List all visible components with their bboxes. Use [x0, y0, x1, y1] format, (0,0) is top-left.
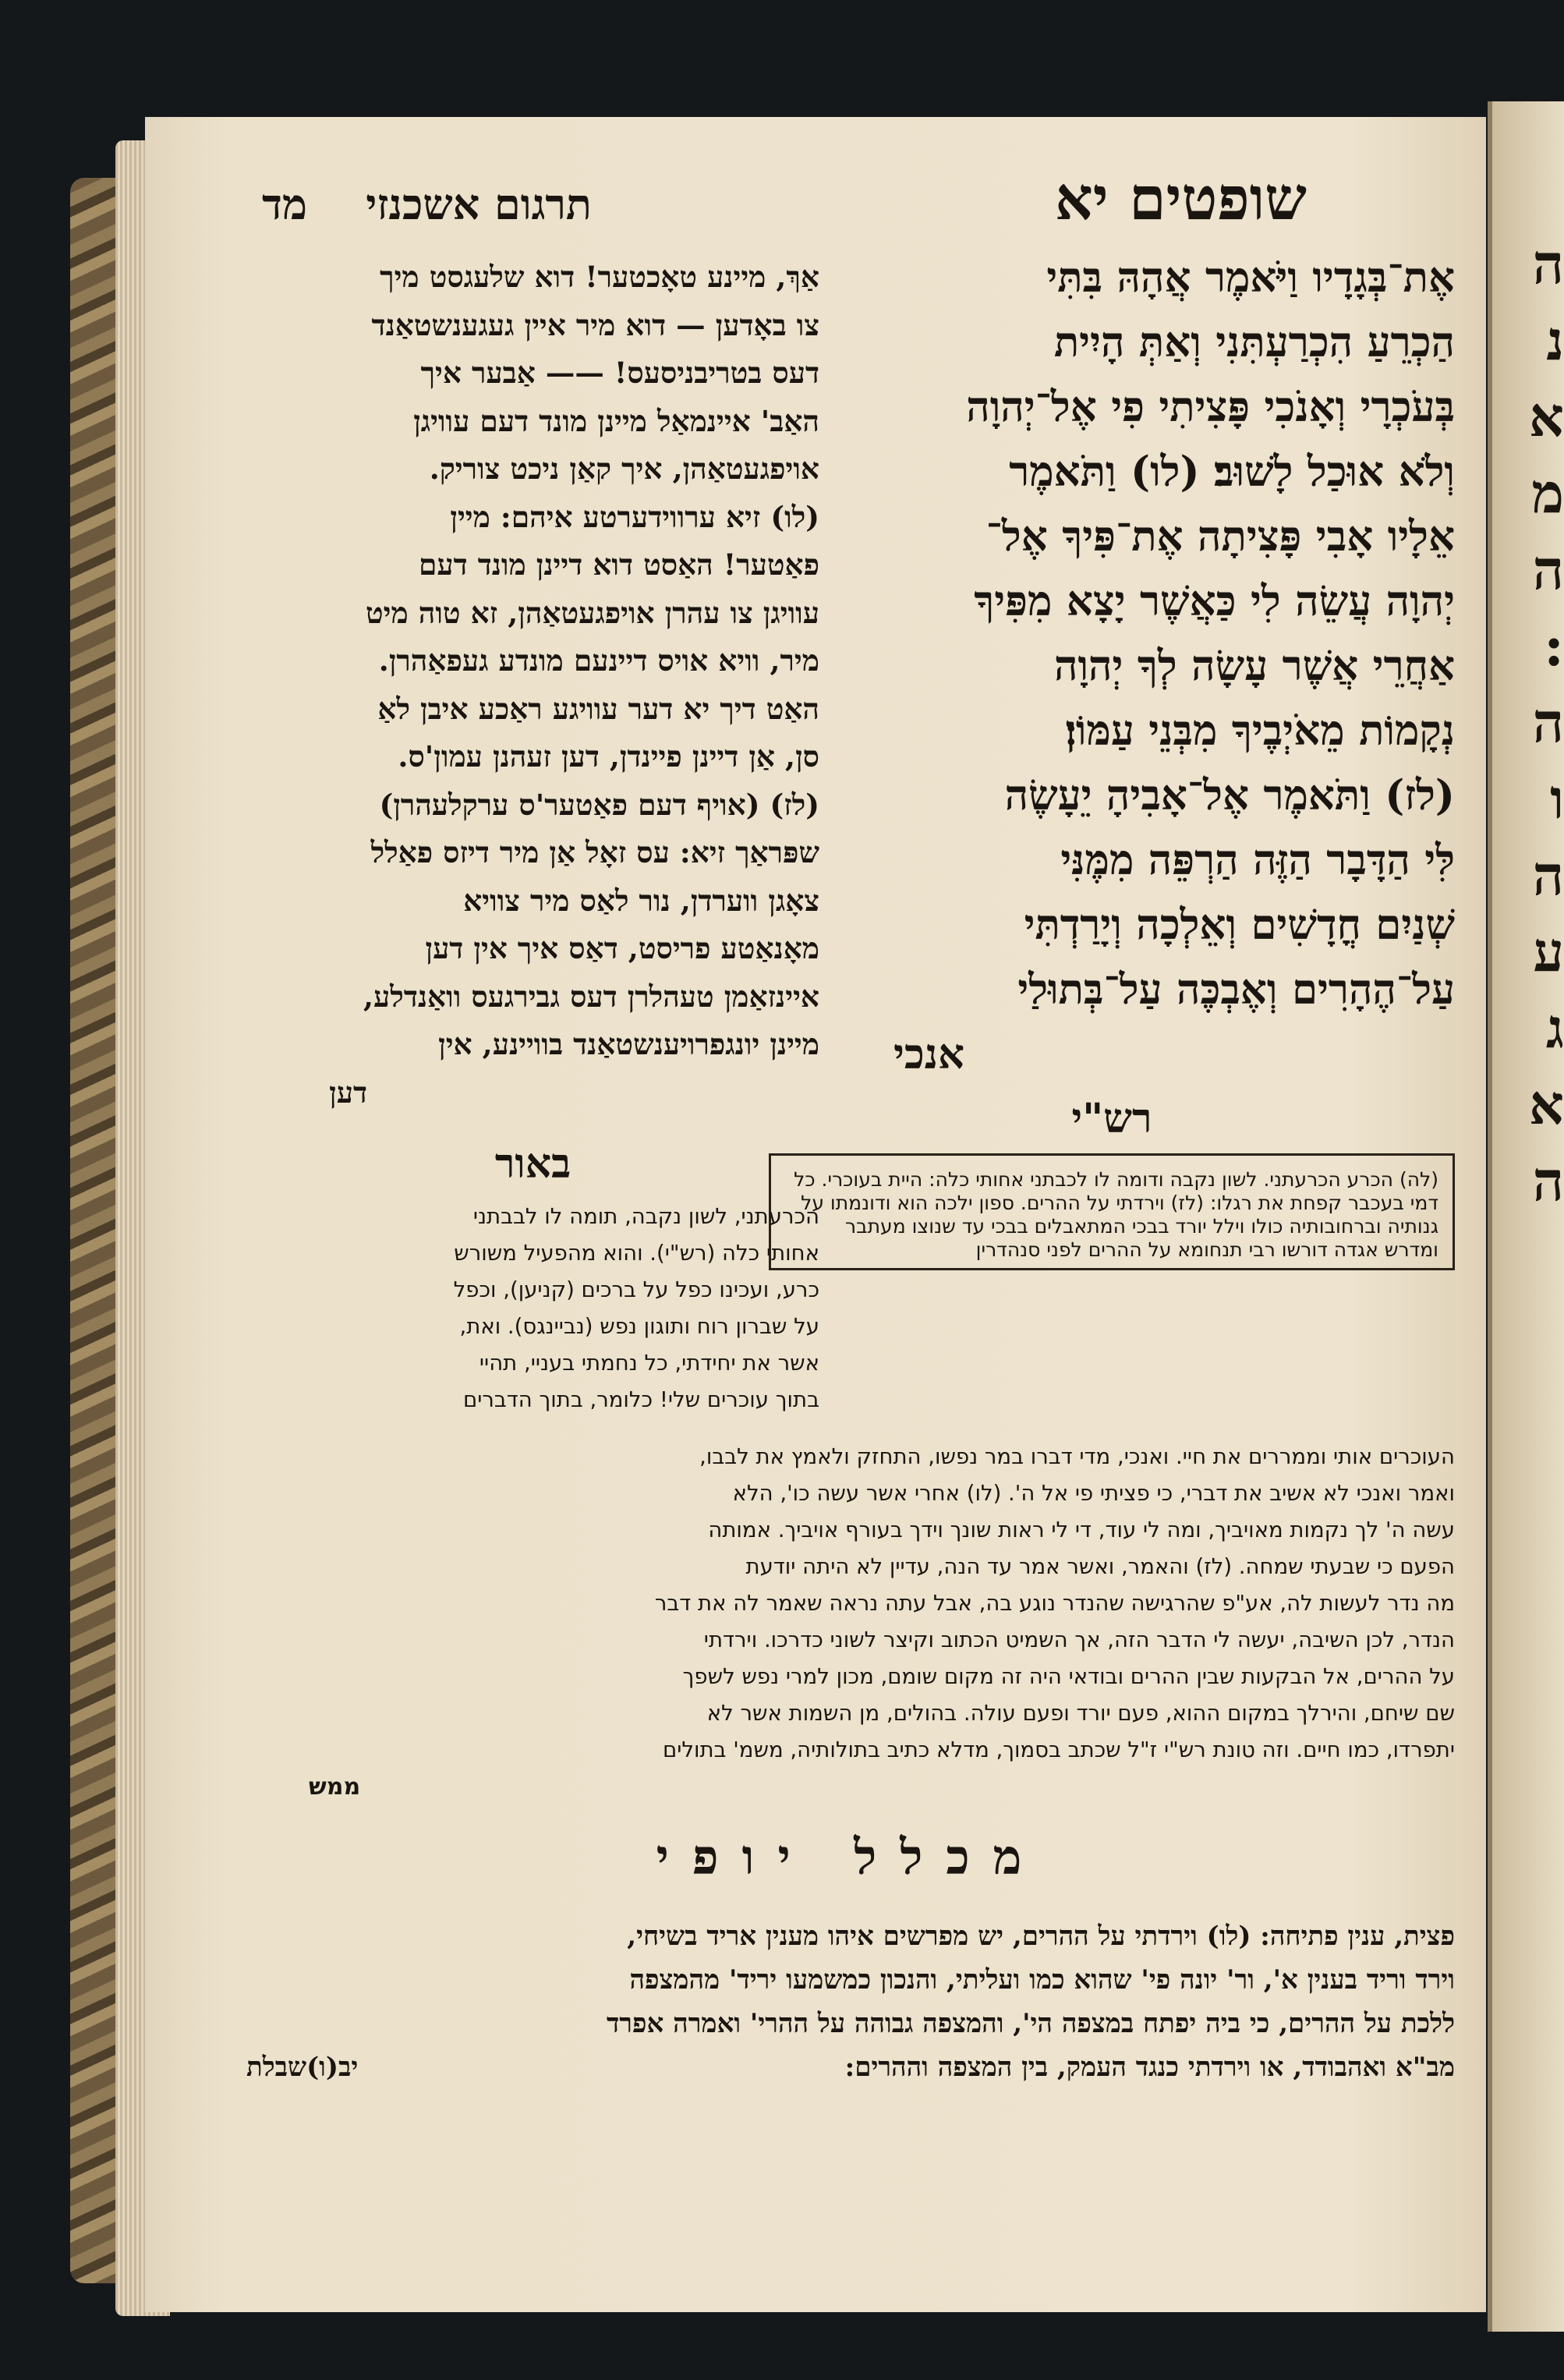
scripture-line: לִּי הַדָּבָר הַזֶּה הַרְפֵּה מִמֶּנִּי: [1060, 836, 1455, 884]
rashi-text: (לה) הכרע הכרעתני. לשון נקבה ודומה לו לכבתני אחותי כלה: היית בעוכרי. כל דמי בעכבר קפחת את רגלו: (לז) וירדתי על ההרים. ספון ילכה הוא ודונמתו על גנותיה וברחובותיה כולו וילל יורד בבכי המתאבלים בבכי עד שנוצו מעתבר ומדרש אגדה דורשו רבי תנחומא על ההרים לפני סנהדרין: [794, 1168, 1438, 1261]
adjacent-letter: ה: [1532, 843, 1564, 908]
biur-line: כרע, ועכינו כפל על ברכים (קניען), וכפל: [453, 1277, 819, 1302]
adjacent-page-fragment: [1488, 101, 1564, 2332]
scripture-column: [769, 246, 1455, 1270]
running-head-translation: [262, 179, 592, 265]
scripture-line: עַל־הֶהָרִים וְאֶבְכֶּה עַל־בְּתוּלַי: [1017, 965, 1455, 1014]
translation-line: מיינן יונגפרויענשטאַנד בוויינע, אין: [438, 1027, 819, 1061]
adjacent-letter: ו: [1550, 767, 1564, 831]
commentary-line: העוכרים אותי וממררים את חיי. ואנכי, מדי דברו במר נפשו, התחזק ולאמץ את לבבו,: [699, 1444, 1455, 1469]
commentary-catchword: ממש: [309, 1773, 361, 1801]
translation-line: צו באָדען — דוא מיר איין געגענשטאַנד: [371, 307, 819, 342]
mikhlal-line: ללכת על ההרים, כי ביה יפתח במצפה הי', והמצפה גבוהה על ההרי' ואמרה אפרד: [606, 2008, 1455, 2039]
scripture-catchword: אנכי: [893, 1030, 965, 1078]
mikhlal-line: פצית, ענין פתיחה: (לו) וירדתי על ההרים, יש מפרשים איהו מענין אריד בשיחי,: [627, 1921, 1455, 1952]
translation-line: דעס בטריבניסעס! —— אַבער איך: [420, 356, 819, 390]
translation-line: האַט דיך יא דער עוויגע ראַכע איבן לאַ: [377, 691, 819, 726]
scripture-line: הַכְרֵעַ הִכְרַעְתִּנִי וְאַתְּ הָיִית: [1053, 318, 1455, 367]
translation-line: פאַטער! האַסט דוא דיינן מונד דעם: [418, 547, 819, 582]
adjacent-letter: א: [1529, 384, 1564, 449]
scripture-line: אֶת־בְּגָדָיו וַיֹּאמֶר אֲהָהּ בִּתִּי: [1046, 253, 1455, 302]
mikhlal-yofi-title: מכלל יופי: [656, 1829, 1046, 1886]
scripture-line: וְלֹא אוּכַל לָשׁוּב׃ (לו) וַתֹּאמֶר: [1009, 448, 1455, 496]
translation-line: איינזאַמן טעהלרן דעס גבירגעס וואַנדלע,: [363, 979, 819, 1014]
biur-line: בתוך עוכרים שלי! כלומר, בתוך הדברים: [462, 1387, 819, 1412]
adjacent-letter: ה: [1532, 690, 1564, 755]
translation-line: סן, אַן דיינן פיינדן, דען זעהנן עמון'ס.: [398, 739, 819, 774]
translation-line: מאָנאַטע פריסט, דאַס איך אין דען: [425, 931, 819, 965]
adjacent-letter: ג: [1545, 996, 1564, 1061]
mikhlal-line: וירד וריד בענין א', ור' יונה פי' שהוא כמו ועליתי, והנכון כמשמעו יריד' מהמצפה: [629, 1964, 1455, 1996]
scripture-line: אַחֲרֵי אֲשֶׁר עָשָׂה לְךָ יְהוָה: [1054, 642, 1455, 690]
commentary-line: הפעם כי שבעתי שמחה. (לז) והאמר, ואשר אמר עד הנה, עדיין לא היתה יודעת: [745, 1554, 1455, 1579]
translation-line: צאָגן ווערדן, נור לאַס מיר צוויא: [463, 883, 819, 918]
translation-line: (לו) זיא ערווידערטע איהם: מיין: [450, 499, 819, 534]
translation-line: אויפגעטאַהן, איך קאַן ניכט צוריק.: [429, 452, 819, 486]
translation-line: מיר, וויא אויס דיינעם מונדע געפאַהרן.: [378, 643, 819, 678]
translation-line: עוויגן צו עהרן אויפגעטאַהן, זא טוה מיט: [365, 595, 819, 630]
biur-title: באור: [494, 1140, 571, 1188]
commentary-line: עשה ה' לך נקמות מאויביך, ומה לי עוד, די לי ראות שונך וידך בעורף אויביך. אמותה: [708, 1518, 1455, 1542]
commentary-line: יתפרדו, כמו חיים. וזה טונת רש"י ז"ל שכתב בסמוך, מדלא כתיב בתולותיה, משמ' בתולים: [663, 1737, 1455, 1762]
adjacent-letter: :: [1544, 614, 1564, 678]
scripture-line: יְהוָה עֲשֵׂה לִי כַּאֲשֶׁר יָצָא מִפִּיךָ: [974, 577, 1455, 625]
translation-title: תרגום אשכנזי: [366, 179, 592, 229]
adjacent-letter: נ: [1546, 308, 1564, 373]
scripture-line: שְׁנַיִם חֳדָשִׁים וְאֵלְכָה וְיָרַדְתִּי: [1024, 901, 1455, 949]
yiddish-translation-text: [246, 253, 819, 1069]
scripture-line: נְקָמוֹת מֵאֹיְבֶיךָ מִבְּנֵי עַמּוֹן׃: [1065, 707, 1455, 755]
adjacent-letter: מ: [1531, 461, 1564, 526]
commentary-line: הנדר, לכן השיבה, יעשה לי הדבר הזה, אך השמיט הכתוב וקיצר לשוני כדרכו. וירדתי: [703, 1627, 1455, 1652]
translation-line: האַב' איינמאַל מיינן מונד דעם עוויגן: [413, 403, 819, 438]
adjacent-letter: ה: [1532, 537, 1564, 602]
adjacent-letter: א: [1529, 1072, 1564, 1137]
book-page: [145, 117, 1486, 2312]
adjacent-letter: ע: [1533, 919, 1564, 984]
biur-line: על שברון רוח ותוגון נפש (נביינגס). ואת,: [459, 1314, 819, 1339]
translation-catchword: דען: [329, 1075, 367, 1110]
page-number: מד: [262, 179, 307, 229]
mikhlal-catchword: יב(ו)שבלת: [246, 2052, 359, 2083]
commentary-line: ואמר ואנכי לא אשיב את דברי, כי פציתי פי אל ה'. (לו) אחרי אשר עשה כו', הלא: [732, 1481, 1455, 1506]
rashi-commentary-box: [769, 1153, 1455, 1270]
scripture-line: (לז) וַתֹּאמֶר אֶל־אָבִיהָ יֵעָשֶׂה: [1004, 771, 1455, 820]
mikhlal-line: [246, 2045, 1455, 2089]
translation-line: אַךְ, מיינע טאָכטער! דוא שלעגסט מיך: [380, 260, 819, 294]
mikhlal-yofi-text: [246, 1914, 1455, 2089]
biur-continuation: [246, 1439, 1455, 1805]
commentary-line: על ההרים, אל הבקעות שבין ההרים ובודאי היה זה מקום שומם, מכון למרי נפש לשפך: [682, 1664, 1455, 1689]
rashi-title: רש"י: [1071, 1095, 1152, 1142]
scripture-text: [769, 246, 1455, 1022]
biur-line: אחותי כלה (רש"י). והוא מהפעיל משורש: [454, 1241, 819, 1266]
translation-column: [246, 253, 819, 1418]
mikhlal-line-text: מב"א ואהבודד, או וירדתי כנגד העמק, בין המצפה וההרים:: [844, 2052, 1455, 2083]
adjacent-letter: ה: [1532, 1149, 1564, 1213]
adjacent-page-letters: [1492, 101, 1564, 1220]
adjacent-letter: ה: [1532, 232, 1564, 296]
commentary-line: מה נדר לעשות לה, אע"פ שהרגישה שהנדר נוגע בה, אבל עתה נראה שאמר לה את דבר: [654, 1591, 1455, 1616]
scripture-line: בְּעֹכְרָי וְאָנֹכִי פָּצִיתִי פִי אֶל־יְהוָה: [966, 383, 1455, 431]
scripture-line: אֵלָיו אָבִי פָּצִיתָה אֶת־פִּיךָ אֶל־: [985, 512, 1455, 561]
biur-line: אשר את יחידתי, כל נחמתי בעניי, תהיי: [479, 1351, 819, 1376]
translation-line: (לז) (אויף דעם פאַטער'ס ערקלעהרן): [379, 787, 819, 822]
commentary-line: שם שיחם, והירלך במקום ההוא, פעם יורד ופעם עולה. בהולים, מן השמות אשר לא: [706, 1701, 1455, 1726]
biur-line: הכרעתני, לשון נקבה, תומה לו לבבתני: [472, 1204, 819, 1229]
translation-line: שפּראַך זיא: עס זאָל אַן מיר דיזס פאַלל: [370, 835, 819, 869]
running-head-book-chapter: שופטים יא: [1054, 164, 1307, 233]
biur-commentary-text: [246, 1199, 819, 1418]
